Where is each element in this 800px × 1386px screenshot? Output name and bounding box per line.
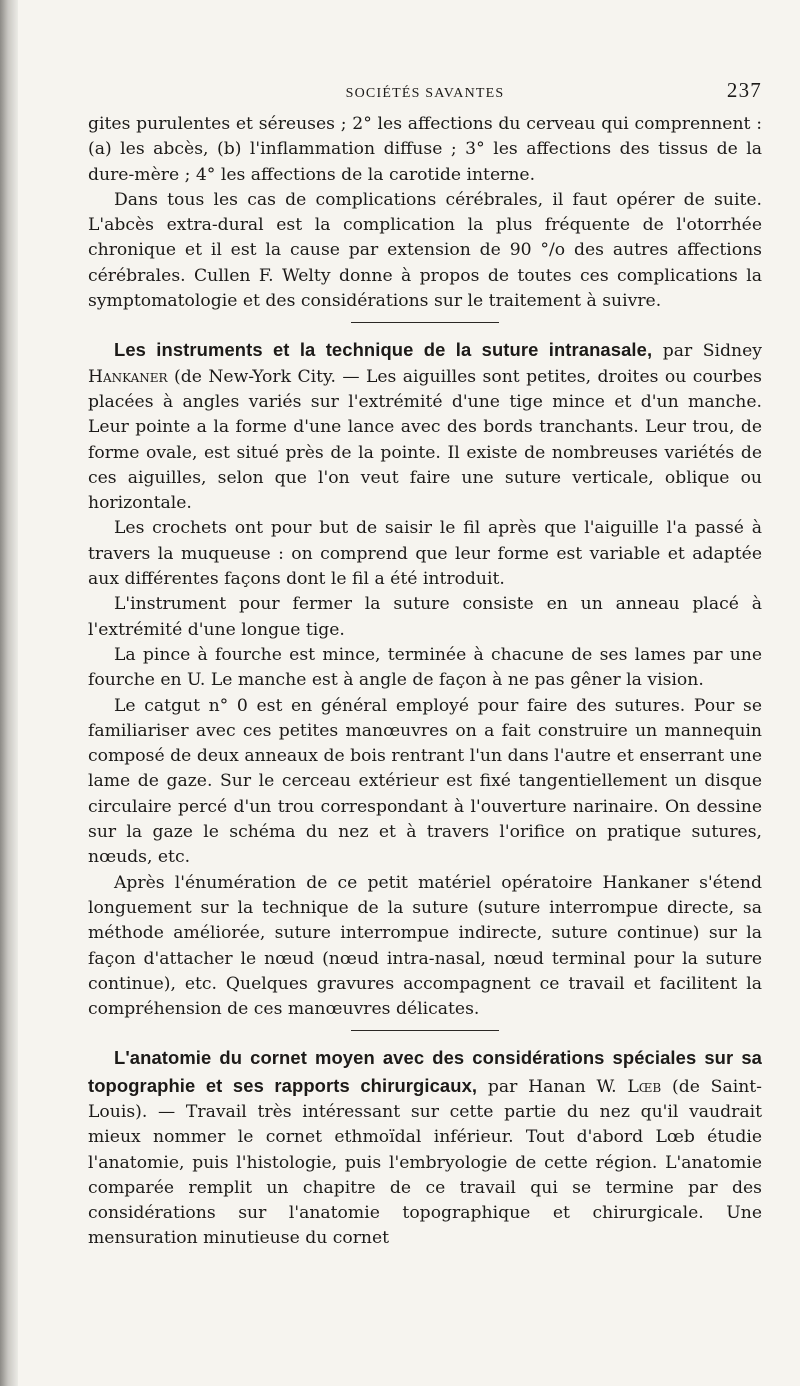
section-divider	[351, 322, 499, 323]
running-head	[88, 78, 762, 112]
paragraph-fork-forceps: La pince à fourche est mince, terminée à chacune de ses lames par une fourche en U. Le manche est à angle de façon à ne pas gêner la vision.	[88, 644, 762, 691]
page-number: 237	[726, 78, 762, 102]
author-name: Lœb	[627, 1076, 662, 1097]
article-middle-turbinate	[88, 1045, 762, 1251]
paragraph-continued: gites purulentes et séreuses ; 2° les affections du cerveau qui comprennent : (a) les abcès, (b) l'inflammation diffuse ; 3° les affections des tissus de la dure-mère ; 4° les affections de la carotide interne.	[88, 114, 762, 185]
byline: par Hanan W.	[477, 1076, 628, 1097]
section-divider	[351, 1030, 499, 1031]
page	[88, 78, 762, 1252]
book-binding-shadow	[0, 0, 18, 1386]
paragraph-technique: Après l'énumération de ce petit matériel opératoire Hankaner s'étend longuement sur la technique de la suture (suture interrompue directe, sa méthode améliorée, suture interrompue indirecte, suture continue) sur la façon d'attacher le nœud (nœud intra-nasal, nœud terminal pour la suture continue), etc. Quelques gravures accompagnent ce travail et facilitent la compréhension de ces manœuvres délicates.	[88, 872, 762, 1020]
author-name: Hankaner	[88, 366, 168, 387]
paragraph-catgut-mannequin: Le catgut n° 0 est en général employé pour faire des sutures. Pour se familiariser avec ces petites manœuvres on a fait construire un mannequin composé de deux anneaux de bois rentrant l'un dans l'autre et enserrant une lame de gaze. Sur le cerceau extérieur est fixé tangentiellement un disque circulaire percé d'un trou correspondant à l'ouverture narinaire. On dessine sur la gaze le schéma du nez et à travers l'orifice on pratique sutures, nœuds, etc.	[88, 695, 762, 868]
paragraph-hooks: Les crochets ont pour but de saisir le fil après que l'aiguille l'a passé à travers la muqueuse : on comprend que leur forme est variable et adaptée aux différentes façons dont le fil a été introduit.	[88, 518, 762, 590]
paragraph-closing-instrument: L'instrument pour fermer la suture consiste en un anneau placé à l'extrémité d'une longue tige.	[88, 594, 762, 640]
byline: par Sidney	[652, 341, 762, 362]
article-intranasal-suture	[88, 337, 762, 516]
article-title: L'anatomie du cornet moyen avec des considérations spéciales sur sa topographie et ses rapports chirurgicaux,	[88, 1047, 762, 1096]
article-text: (de Saint-Louis). — Travail très intéressant sur cette partie du nez qu'il vaudrait mieux nommer le cornet ethmoïdal inférieur. Tout d'abord Lœb étudie l'anatomie, puis l'histologie, puis l'embryologie de cette région. L'anatomie comparée remplit un chapitre de ce travail qui se termine par des considérations sur l'anatomie topographique et chirurgicale. Une mensuration minutieuse du cornet	[88, 1076, 762, 1249]
running-title: SOCIÉTÉS SAVANTES	[345, 86, 505, 101]
article-text: (de New-York City. — Les aiguilles sont petites, droites ou courbes placées à angles variés sur l'extrémité d'une tige mince et d'un manche. Leur pointe a la forme d'une lance avec des bords tranchants. Leur trou, de forme ovale, est situé près de la pointe. Il existe de nombreuses variétés de ces aiguilles, selon que l'on veut faire une suture verticale, oblique ou horizontale.	[88, 366, 762, 514]
article-title: Les instruments et la technique de la suture intranasale,	[114, 339, 653, 361]
paragraph-cerebral-complications: Dans tous les cas de complications cérébrales, il faut opérer de suite. L'abcès extra-dural est la complication la plus fréquente de l'otorrhée chronique et il est la cause par extension de 90 °/o des autres affections cérébrales. Cullen F. Welty donne à propos de toutes ces complications la symptomatologie et des considérations sur le traitement à suivre.	[88, 189, 762, 312]
